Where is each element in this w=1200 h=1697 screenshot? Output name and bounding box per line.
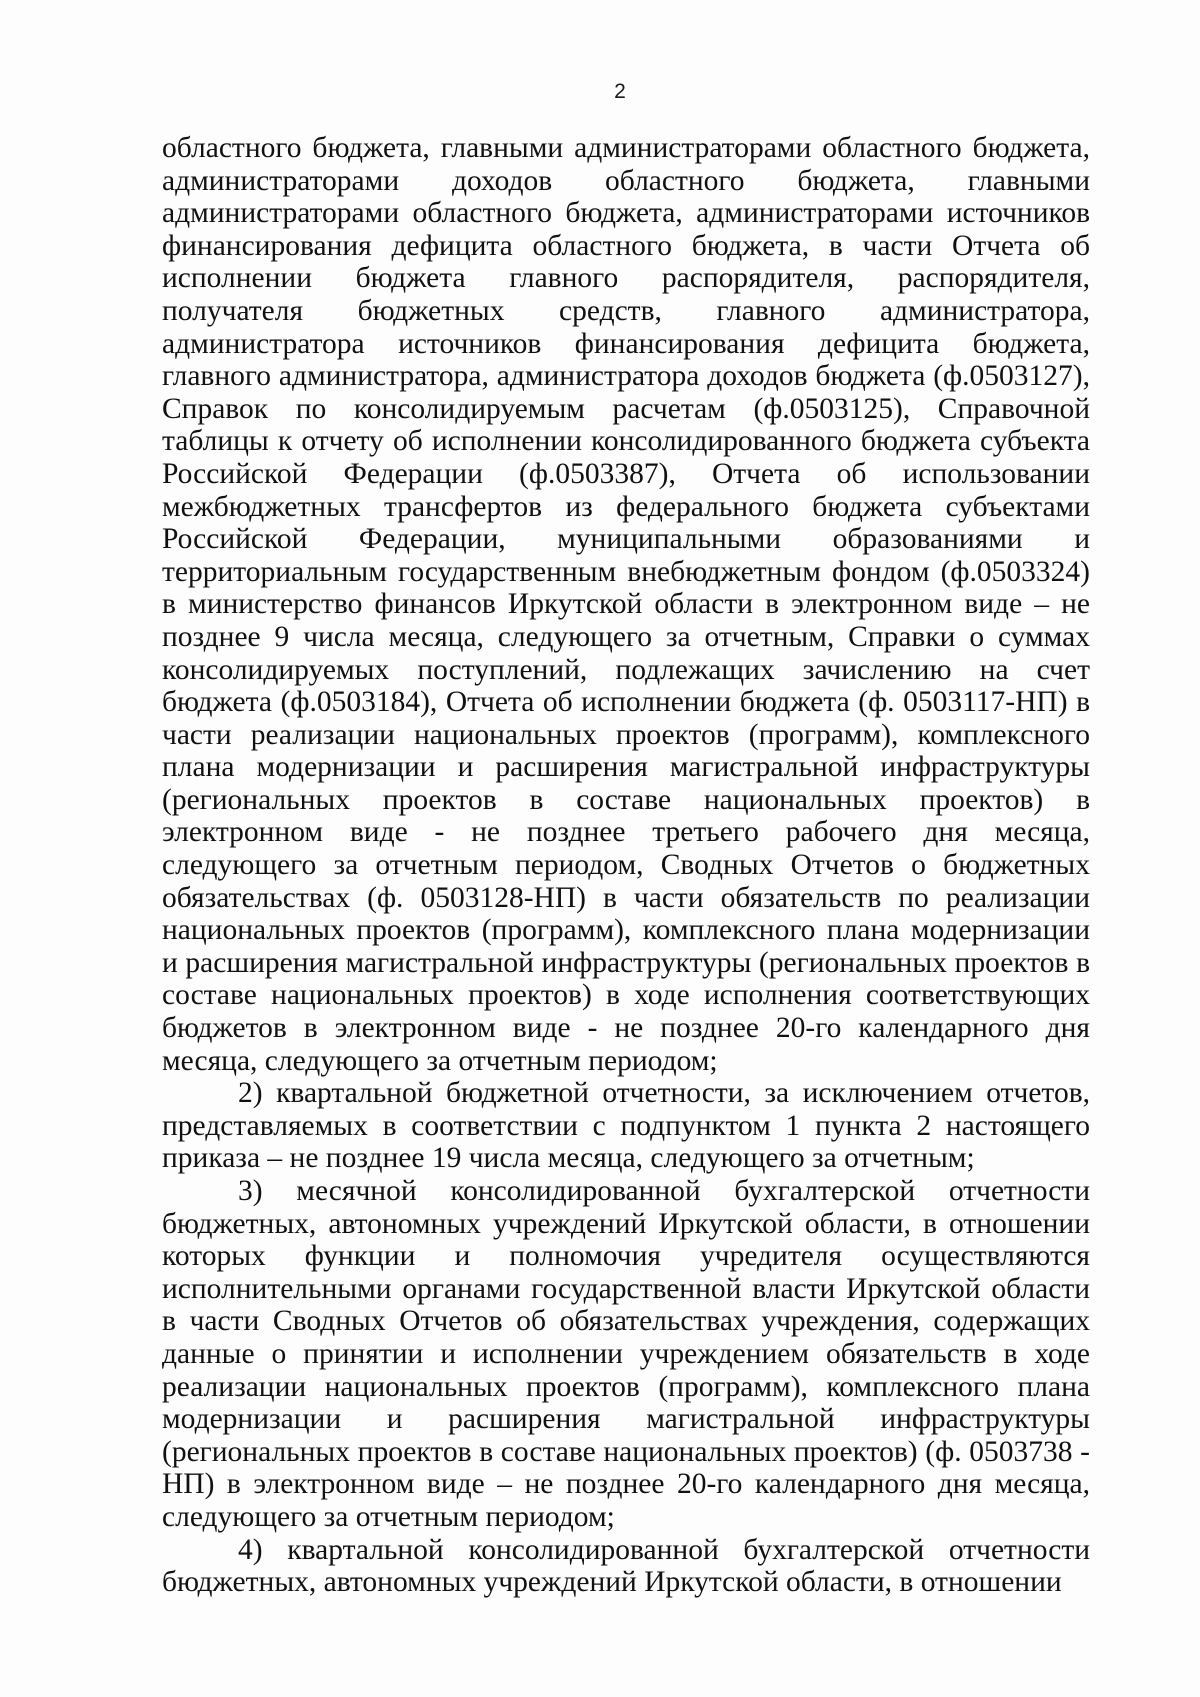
paragraph-continuation: областного бюджета, главными администраторами областного бюджета, администраторами доходов областного бюджета, главными администраторами областного бюджета, администраторами источников финансирования дефицита областного бюджета, в части Отчета об исполнении бюджета главного распорядителя, распорядителя, получателя бюджетных средств, главного администратора, администратора источников финансирования дефицита бюджета, главного администратора, администратора доходов бюджета (ф.0503127), Справок по консолидируемым расчетам (ф.0503125), Справочной таблицы к отчету об исполнении консолидированного бюджета субъекта Российской Федерации (ф.0503387), Отчета об использовании межбюджетных трансфертов из федерального бюджета субъектами Российской Федерации, муниципальными образованиями и территориальным государственным внебюджетным фондом (ф.0503324) в министерство финансов Иркутской области в электронном виде – не позднее 9 числа месяца, следующего за отчетным, Справки о суммах консолидируемых поступлений, подлежащих зачислению на счет бюджета (ф.0503184), Отчета об исполнении бюджета (ф. 0503117-НП) в части реализации национальных проектов (программ), комплексного плана модернизации и расширения магистральной инфраструктуры (региональных проектов в составе национальных проектов) в электронном виде - не позднее третьего рабочего дня месяца, следующего за отчетным периодом, Сводных Отчетов о бюджетных обязательствах (ф. 0503128-НП) в части обязательств по реализации национальных проектов (программ), комплексного плана модернизации и расширения магистральной инфраструктуры (региональных проектов в составе национальных проектов) в ходе исполнения соответствующих бюджетов в электронном виде - не позднее 20-го календарного дня месяца, следующего за отчетным периодом; [162,132,1090,1077]
paragraph-item-3: 3) месячной консолидированной бухгалтерской отчетности бюджетных, автономных учреждений Иркутской области, в отношении которых функции и полномочия учредителя осуществляются исполнительными органами государственной власти Иркутской области в части Сводных Отчетов об обязательствах учреждения, содержащих данные о принятии и исполнении учреждением обязательств в ходе реализации национальных проектов (программ), комплексного плана модернизации и расширения магистральной инфраструктуры (региональных проектов в составе национальных проектов) (ф. 0503738 - НП) в электронном виде – не позднее 20-го календарного дня месяца, следующего за отчетным периодом; [162,1175,1090,1533]
paragraph-item-4: 4) квартальной консолидированной бухгалтерской отчетности бюджетных, автономных учреждений Иркутской области, в отношении [162,1533,1090,1599]
page-number: 2 [614,80,626,103]
paragraph-item-2: 2) квартальной бюджетной отчетности, за исключением отчетов, представляемых в соответствии с подпунктом 1 пункта 2 настоящего приказа – не позднее 19 числа месяца, следующего за отчетным; [162,1077,1090,1175]
document-body [162,132,1090,1599]
